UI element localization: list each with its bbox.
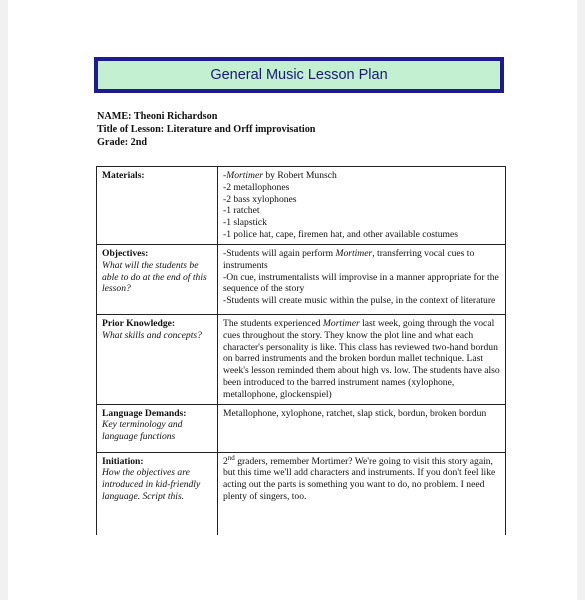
title-banner	[94, 57, 504, 93]
materials-line: -1 slapstick	[223, 217, 267, 229]
row-sublabel: What will the students be able to do at the end of this lesson?	[102, 259, 207, 295]
row-label-cell	[97, 452, 218, 535]
text-fragment: The students experienced	[223, 318, 321, 329]
text-fragment: 2	[223, 455, 228, 467]
table-row-initiation	[97, 452, 506, 535]
materials-line: -1 ratchet	[223, 205, 260, 217]
row-label: Objectives:	[102, 248, 149, 259]
document-title: General Music Lesson Plan	[210, 67, 388, 83]
lesson-title: Title of Lesson: Literature and Orff improvisation	[97, 124, 316, 135]
italic-text: Mortimer	[226, 170, 263, 181]
document-page	[8, 0, 577, 600]
grade-level: Grade: 2nd	[97, 137, 148, 148]
objective-line	[223, 248, 500, 272]
table-row-prior-knowledge	[97, 315, 506, 405]
materials-line	[223, 170, 500, 182]
row-label-cell	[97, 245, 218, 315]
teacher-name: NAME: Theoni Richardson	[97, 111, 218, 122]
header-info	[97, 110, 315, 149]
language-demands-text: Metallophone, xylophone, ratchet, slap stick, bordun, broken bordun	[223, 407, 487, 419]
superscript: nd	[227, 453, 235, 462]
row-label-cell	[97, 404, 218, 452]
text-fragment: -	[223, 170, 227, 181]
row-content-cell	[218, 245, 506, 315]
objective-line: -On cue, instrumentalists will improvise in a manner appropriate for the sequence of the story	[223, 271, 499, 295]
text-fragment: graders, remember Mortimer? We're going to visit this story again, but this time we'll add characters and instruments. If you don't feel like acting out the parts is something you want to do, no problem. I need plenty of singers, too.	[223, 455, 496, 502]
row-label: Initiation:	[102, 455, 144, 467]
row-label: Prior Knowledge:	[102, 318, 176, 329]
row-sublabel: What skills and concepts?	[102, 329, 202, 341]
lesson-plan-table	[96, 166, 506, 535]
italic-text: Mortimer	[335, 248, 373, 259]
text-fragment: by Robert Munsch	[262, 170, 337, 181]
row-label-cell	[97, 315, 218, 405]
table-row-materials	[97, 167, 506, 245]
table-row-objectives	[97, 245, 506, 315]
prior-knowledge-text	[223, 318, 500, 401]
table-row-language-demands	[97, 404, 506, 452]
initiation-text	[223, 453, 500, 503]
text-fragment: last week, going through the vocal cues throughout the story. They know the plot line and what each character's personality is like. This class has reviewed two-hand bordun on barred instruments and the broken bordun mallet technique. Last week's lesson reminded them about high vs. low. The students have also been introduced to the barred instrument names (xylophone, metallophone, glockenspiel)	[223, 318, 500, 400]
row-label: Language Demands:	[102, 407, 187, 419]
row-sublabel: Key terminology and language functions	[102, 419, 183, 443]
italic-text: Mortimer	[322, 318, 360, 329]
row-content-cell	[218, 315, 506, 405]
materials-line: -2 bass xylophones	[223, 193, 297, 205]
row-sublabel: How the objectives are introduced in kid-friendly language. Script this.	[102, 467, 201, 502]
row-content-cell	[218, 452, 506, 535]
row-label: Materials:	[102, 170, 145, 181]
row-label-cell	[97, 167, 218, 245]
materials-line: -1 police hat, cape, firemen hat, and other available costumes	[223, 228, 458, 240]
objective-line: -Students will create music within the pulse, in the context of literature	[223, 295, 496, 307]
text-fragment: , transferring vocal cues to instruments	[223, 248, 475, 271]
materials-line: -2 metallophones	[223, 181, 290, 193]
row-content-cell	[218, 167, 506, 245]
row-content-cell	[218, 404, 506, 452]
text-fragment: -Students will again perform	[223, 248, 334, 259]
